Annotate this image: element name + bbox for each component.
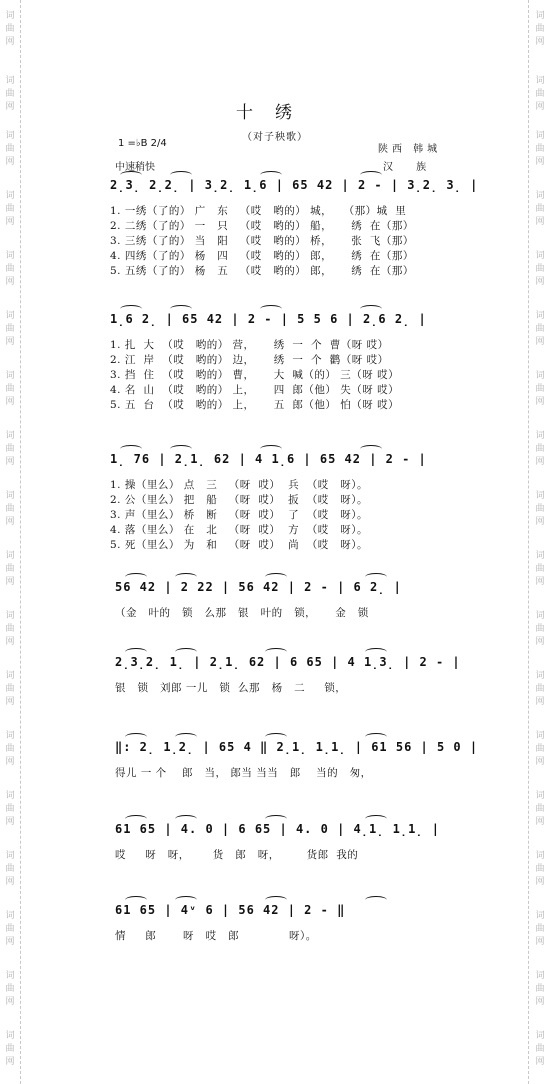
- watermark-stamp: 词 曲 网: [5, 371, 15, 407]
- lyric-line: 5. 五绣（了的） 杨 五 （哎 哟的） 郎， 绣 在（那）: [110, 265, 414, 277]
- slur-mark: [125, 573, 147, 581]
- watermark-stamp: 词 曲 网: [535, 76, 545, 112]
- lyric-line: 哎 呀 呀， 货 郎 呀， 货郎 我的: [115, 849, 359, 861]
- score-system: [110, 178, 479, 279]
- watermark-stamp: 词 曲 网: [5, 611, 15, 647]
- slur-mark: [360, 171, 382, 179]
- slur-mark: [365, 815, 387, 823]
- lyric-line: 1. 一绣（了的） 广 东 （哎 哟的） 城， （那）城 里: [110, 205, 407, 217]
- slur-mark: [175, 573, 197, 581]
- slur-mark: [265, 733, 287, 741]
- lyric-line: （金 叶的 锁 么那 银 叶的 锁， 金 锁: [115, 607, 369, 619]
- watermark-stamp: 词 曲 网: [5, 11, 15, 47]
- watermark-stamp: 词 曲 网: [5, 131, 15, 167]
- region-label: 陕西 韩城: [378, 144, 442, 155]
- watermark-stamp: 词 曲 网: [5, 191, 15, 227]
- watermark-stamp: 词 曲 网: [5, 1031, 15, 1067]
- score-system: [110, 312, 440, 413]
- watermark-stamp: 词 曲 网: [535, 371, 545, 407]
- slur-mark: [125, 815, 147, 823]
- lyric-line: 3. 声（里么） 桥 断 （呀 哎） 了 （哎 呀）。: [110, 509, 369, 521]
- slur-mark: [120, 305, 142, 313]
- watermark-stamp: 词 曲 网: [5, 671, 15, 707]
- slur-mark: [125, 896, 147, 904]
- lyric-line: 得儿 一 个 郎 当， 郎当 当当 郎 当的 匆，: [115, 767, 372, 779]
- slur-mark: [360, 445, 382, 453]
- slur-mark: [260, 305, 282, 313]
- watermark-stamp: 词 曲 网: [535, 11, 545, 47]
- notation-line: 61 65 | 4. 0 | 6 65 | 4. 0 | 4̣1̣ 1̣1̣ |: [115, 822, 440, 836]
- watermark-stamp: 词 曲 网: [5, 551, 15, 587]
- lyric-line: 3. 三绣（了的） 当 阳 （哎 哟的） 桥， 张 飞（那）: [110, 235, 414, 247]
- lyric-line: 4. 落（里么） 在 北 （呀 哎） 方 （哎 呀）。: [110, 524, 369, 536]
- ethnicity-label: 汉 族: [383, 162, 437, 173]
- watermark-stamp: 词 曲 网: [535, 1031, 545, 1067]
- slur-mark: [120, 445, 142, 453]
- slur-mark: [360, 305, 382, 313]
- watermark-stamp: 词 曲 网: [535, 191, 545, 227]
- slur-mark: [265, 573, 287, 581]
- score-system: [115, 822, 445, 863]
- notation-line: 2̣3̣2̣ 1̣ | 2̣1̣ 62 | 6 65 | 4 1̣3̣ | 2 - |: [115, 655, 461, 669]
- slur-mark: [175, 815, 197, 823]
- notation-line: 2̣3̣ 2̣2̣ | 3̣2̣ 1̣6 | 65 42 | 2 - | 3̣2̣ 3̣ |: [110, 178, 479, 192]
- watermark-stamp: 词 曲 网: [535, 971, 545, 1007]
- lyric-line: 3. 挡 住 （哎 哟的） 曹， 大 喊（的） 三（呀 哎）: [110, 369, 400, 381]
- watermark-stamp: 词 曲 网: [535, 611, 545, 647]
- slur-mark: [170, 305, 192, 313]
- lyric-line: 5. 五 台 （哎 哟的） 上， 五 郎（他） 怕（呀 哎）: [110, 399, 400, 411]
- watermark-stamp: 词 曲 网: [5, 851, 15, 887]
- watermark-stamp: 词 曲 网: [5, 911, 15, 947]
- slur-mark: [175, 733, 197, 741]
- notation-line: 61 65 | 4ᵛ 6 | 56 42 | 2 - ‖: [115, 903, 346, 917]
- tempo-marking: 中速稍快: [115, 162, 155, 173]
- lyric-line: 4. 名 山 （哎 哟的） 上， 四 郎（他） 失（呀 哎）: [110, 384, 400, 396]
- watermark-stamp: 词 曲 网: [5, 731, 15, 767]
- watermark-stamp: 词 曲 网: [5, 311, 15, 347]
- lyric-line: 2. 二绣（了的） 一 只 （哎 哟的） 船， 绣 在（那）: [110, 220, 414, 232]
- lyric-line: 4. 四绣（了的） 杨 四 （哎 哟的） 郎， 绣 在（那）: [110, 250, 414, 262]
- watermark-stamp: 词 曲 网: [5, 491, 15, 527]
- score-system: [115, 903, 445, 944]
- slur-mark: [170, 445, 192, 453]
- lyric-line: 1. 操（里么） 点 三 （呀 哎） 兵 （哎 呀）。: [110, 479, 369, 491]
- score-system: [115, 580, 445, 621]
- watermark-stamp: 词 曲 网: [535, 671, 545, 707]
- slur-mark: [170, 171, 192, 179]
- watermark-stamp: 词 曲 网: [535, 851, 545, 887]
- watermark-stamp: 词 曲 网: [535, 131, 545, 167]
- slur-mark: [265, 896, 287, 904]
- slur-mark: [365, 573, 387, 581]
- score-system: [115, 740, 479, 781]
- lyric-line: 1. 扎 大 （哎 哟的） 营， 绣 一 个 曹（呀 哎）: [110, 339, 389, 351]
- slur-mark: [265, 648, 287, 656]
- watermark-stamp: 词 曲 网: [535, 791, 545, 827]
- slur-mark: [175, 648, 197, 656]
- watermark-stamp: 词 曲 网: [535, 251, 545, 287]
- song-title: 十绣: [236, 103, 314, 123]
- watermark-stamp: 词 曲 网: [5, 791, 15, 827]
- watermark-stamp: 词 曲 网: [535, 491, 545, 527]
- watermark-stamp: 词 曲 网: [535, 311, 545, 347]
- slur-mark: [365, 648, 387, 656]
- watermark-stamp: 词 曲 网: [535, 551, 545, 587]
- slur-mark: [260, 445, 282, 453]
- slur-mark: [365, 733, 387, 741]
- slur-mark: [365, 896, 387, 904]
- key-signature: 1 =♭B 2/4: [118, 138, 167, 149]
- score-system: [115, 655, 461, 696]
- watermark-stamp: 词 曲 网: [5, 431, 15, 467]
- lyric-line: 2. 江 岸 （哎 哟的） 边， 绣 一 个 鹳（呀 哎）: [110, 354, 389, 366]
- watermark-stamp: 词 曲 网: [535, 911, 545, 947]
- slur-mark: [265, 815, 287, 823]
- watermark-stamp: 词 曲 网: [5, 76, 15, 112]
- song-subtitle: （对子秧歌）: [242, 132, 308, 143]
- lyric-line: 2. 公（里么） 把 船 （呀 哎） 扳 （哎 呀）。: [110, 494, 369, 506]
- notation-line: 56 42 | 2 22 | 56 42 | 2 - | 6 2̣ |: [115, 580, 402, 594]
- slur-mark: [125, 733, 147, 741]
- notation-line: 1̣6 2̣ | 65 42 | 2 - | 5 5 6 | 2̣6 2̣ |: [110, 312, 427, 326]
- slur-mark: [120, 171, 142, 179]
- notation-line: ‖: 2̣ 1̣2̣ | 65 4 ‖ 2̣1̣ 1̣1̣ | 61 56 | 5 0 |: [115, 740, 479, 754]
- watermark-stamp: 词 曲 网: [535, 431, 545, 467]
- slur-mark: [125, 648, 147, 656]
- watermark-stamp: 词 曲 网: [5, 971, 15, 1007]
- lyric-line: 5. 死（里么） 为 和 （呀 哎） 尚 （哎 呀）。: [110, 539, 369, 551]
- watermark-stamp: 词 曲 网: [5, 251, 15, 287]
- lyric-line: 情 郎 呀 哎 郎 呀）。: [115, 930, 317, 942]
- lyric-line: 银 锁 刘郎 一儿 锁 么那 杨 二 锁，: [115, 682, 347, 694]
- slur-mark: [175, 896, 197, 904]
- slur-mark: [260, 171, 282, 179]
- watermark-stamp: 词 曲 网: [535, 731, 545, 767]
- score-system: [110, 452, 440, 553]
- notation-line: 1̣ 76 | 2̣1̣ 62 | 4 1̣6 | 65 42 | 2 - |: [110, 452, 427, 466]
